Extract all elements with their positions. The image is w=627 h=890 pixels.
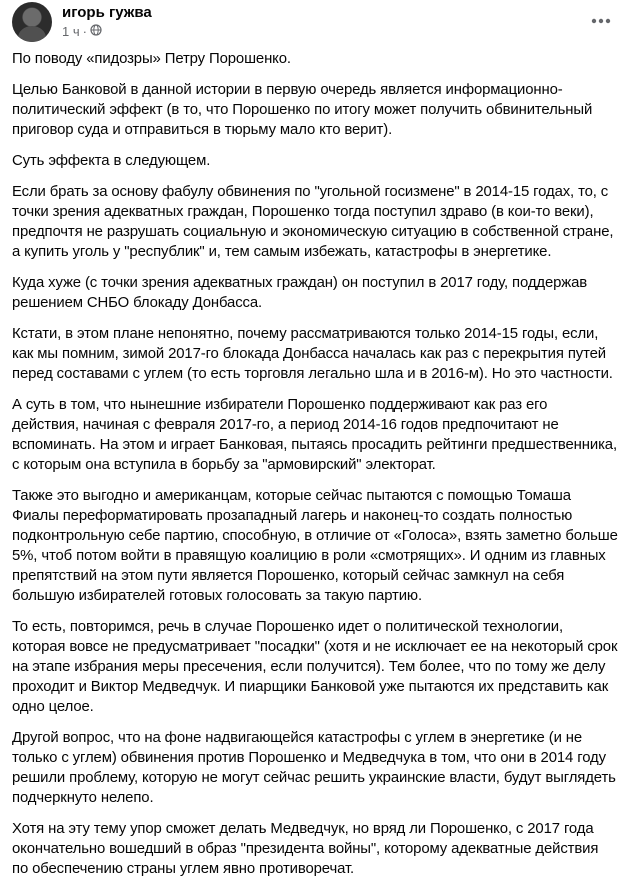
avatar-silhouette <box>18 26 46 42</box>
post-meta <box>62 24 102 40</box>
post-paragraph: Целью Банковой в данной истории в первую очередь является информационно-политический эффект (в то, что Порошенко по итогу может получить обвинительный приговор суда и отправиться в тюрьму мало кто верит). <box>12 82 593 138</box>
meta-separator: · <box>82 24 87 39</box>
post-paragraph: А суть в том, что нынешние избиратели Порошенко поддерживают как раз его действия, начиная с февраля 2017-го, а период 2014-16 годов предпочитают не вспоминать. На этом и играет Банковая, пытаясь просадить рейтинги предшественника, с которым она вступила в борьбу за "армовирский" электорат. <box>12 397 617 473</box>
post-body <box>12 49 618 890</box>
post-paragraph: Если брать за основу фабулу обвинения по "угольной госизмене" в 2014-15 годах, то, с точки зрения адекватных граждан, Порошенко тогда поступил здраво (в кои-то веки), предпочтя не разрушать социальную и экономическую ситуацию в собственной стране, а купить уголь у "республик" и, тем самым избежать, катастрофы в энергетике. <box>12 184 614 260</box>
post-paragraph: По поводу «пидозры» Петру Порошенко. <box>12 51 291 67</box>
post-timestamp[interactable]: 1 ч <box>62 24 80 39</box>
author-name[interactable]: игорь гужва <box>62 4 152 21</box>
post-paragraph: Другой вопрос, что на фоне надвигающейся катастрофы с углем в энергетике (и не только с углем) обвинения против Порошенко и Медведчука в том, что они в 2014 году решили проблему, которую не могут сейчас решить украинские власти, будут выглядеть подчеркнуто нелепо. <box>12 730 616 806</box>
post-header <box>12 2 627 42</box>
globe-icon <box>90 24 102 40</box>
more-horizontal-icon <box>591 11 611 29</box>
post-paragraph: Также это выгодно и американцам, которые сейчас пытаются с помощью Томаша Фиалы переформатировать прозападный лагерь и наконец-то создать полностью подконтрольную себе партию, способную, в отличие от «Голоса», взять заметно больше 5%, чтоб потом войти в правящую коалицию в роли «смотрящих». И одним из главных препятствий на этом пути является Порошенко, который сейчас замкнул на себя большую избирателей готовых голосовать за такую партию. <box>12 488 618 604</box>
post-paragraph: Суть эффекта в следующем. <box>12 153 211 169</box>
more-options-button[interactable] <box>589 8 613 32</box>
post-paragraph: Кстати, в этом плане непонятно, почему рассматриваются только 2014-15 годы, если, как мы помним, зимой 2017-го блокада Донбасса началась как раз с перекрытия путей перед составами с углем (то есть торговля легально шла и в 2016-м). Но это частности. <box>12 326 613 382</box>
post-paragraph: То есть, повторимся, речь в случае Порошенко идет о политической технологии, которая вовсе не предусматривает "посадки" (хотя и не исключает ее на некоторый срок на этапе избрания меры пресечения, если получится). Тем более, что по тому же делу проходит и Виктор Медведчук. И пиарщики Банковой уже пытаются их представить как одно целое. <box>12 619 618 715</box>
post-paragraph: Хотя на эту тему упор сможет делать Медведчук, но вряд ли Порошенко, с 2017 года окончательно вошедший в образ "президента войны", которому адекватные действия по обеспечению страны углем явно противоречат. <box>12 821 599 877</box>
avatar[interactable] <box>12 2 52 42</box>
post-paragraph: Куда хуже (с точки зрения адекватных граждан) он поступил в 2017 году, поддержав решением СНБО блокаду Донбасса. <box>12 275 588 311</box>
